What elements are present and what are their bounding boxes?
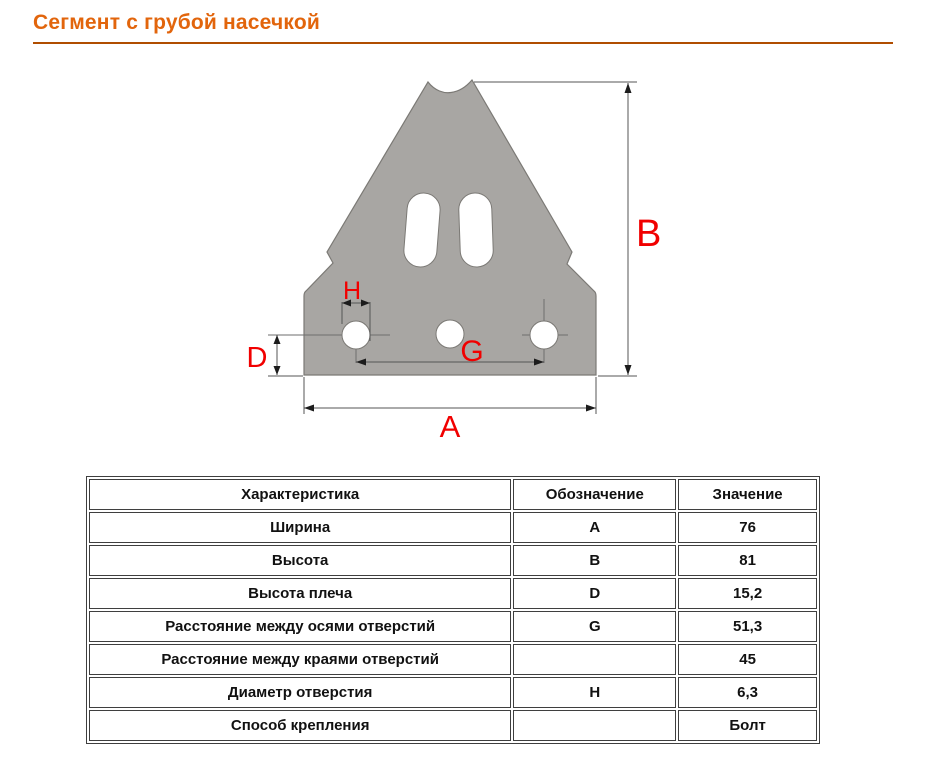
row-sign xyxy=(513,710,676,741)
row-sign: H xyxy=(513,677,676,708)
row-value: 81 xyxy=(678,545,817,576)
row-sign: G xyxy=(513,611,676,642)
d-arrow-down xyxy=(274,366,281,375)
page-title: Сегмент с грубой насечкой xyxy=(33,11,321,34)
row-sign: B xyxy=(513,545,676,576)
row-name: Ширина xyxy=(89,512,511,543)
row-name: Высота плеча xyxy=(89,578,511,609)
row-value: 15,2 xyxy=(678,578,817,609)
header-characteristic: Характеристика xyxy=(89,479,511,510)
row-sign xyxy=(513,644,676,675)
row-name: Способ крепления xyxy=(89,710,511,741)
row-name: Диаметр отверстия xyxy=(89,677,511,708)
hole-right xyxy=(530,321,558,349)
slot-left xyxy=(403,192,442,268)
row-value: 51,3 xyxy=(678,611,817,642)
header-designation: Обозначение xyxy=(513,479,676,510)
row-value: 45 xyxy=(678,644,817,675)
row-sign: A xyxy=(513,512,676,543)
table-row xyxy=(89,644,817,675)
dim-label-g: G xyxy=(460,335,484,368)
dim-label-a: A xyxy=(439,409,461,444)
row-name: Высота xyxy=(89,545,511,576)
row-sign: D xyxy=(513,578,676,609)
row-value: 76 xyxy=(678,512,817,543)
hole-left xyxy=(342,321,370,349)
header-value: Значение xyxy=(678,479,817,510)
a-arrow-left xyxy=(304,405,314,412)
dim-label-h: H xyxy=(342,277,362,305)
row-name: Расстояние между краями отверстий xyxy=(89,644,511,675)
row-value: Болт xyxy=(678,710,817,741)
table-row xyxy=(89,512,817,543)
b-arrow-down xyxy=(625,365,632,375)
table-row xyxy=(89,545,817,576)
dim-label-d: D xyxy=(246,342,268,374)
table-header-row xyxy=(89,479,817,510)
a-arrow-right xyxy=(586,405,596,412)
table-row xyxy=(89,677,817,708)
row-name: Расстояние между осями отверстий xyxy=(89,611,511,642)
dim-label-b: B xyxy=(636,213,662,255)
b-arrow-up xyxy=(625,83,632,93)
table-row xyxy=(89,611,817,642)
d-arrow-up xyxy=(274,335,281,344)
table-row xyxy=(89,710,817,741)
table-row xyxy=(89,578,817,609)
row-value: 6,3 xyxy=(678,677,817,708)
specs-table xyxy=(86,476,820,744)
slot-right xyxy=(458,192,494,267)
